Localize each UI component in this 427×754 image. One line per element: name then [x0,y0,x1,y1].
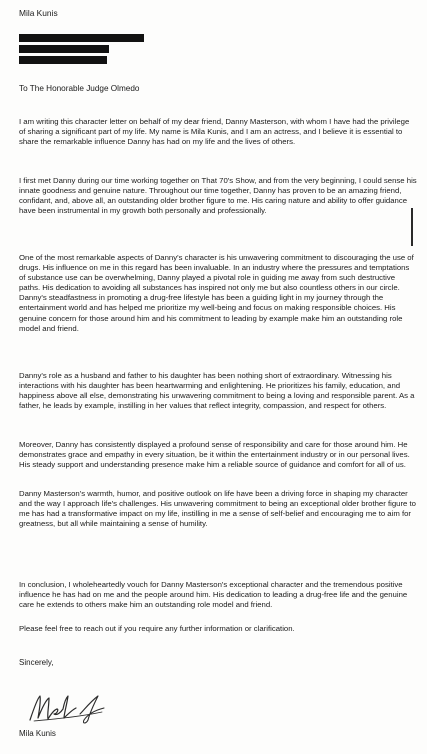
salutation: To The Honorable Judge Olmedo [19,84,140,93]
vertical-margin-mark [411,208,413,246]
paragraph-7: In conclusion, I wholeheartedly vouch for Danny Masterson's exceptional character and the tremendous positive influence he has had on me and the people around him. His dedication to leading a drug-free life and the genuine care he extends to others make him an outstanding role model and friend. [19,580,408,610]
paragraph-2: I first met Danny during our time working together on That 70's Show, and from the very beginning, I could sense his innate goodness and genuine nature. Throughout our time together, Danny has proven to be an amazing friend, confidant, and, above all, an outstanding older brother figure to me. His caring nature and ability to offer guidance have been instrumental in my growth both personally and professionally. [19,176,417,216]
paragraph-5: Moreover, Danny has consistently displayed a profound sense of responsibility and care for those around him. He demonstrates grace and empathy in every situation, be it within the entertainment industry or in our personal lives. His steady support and understanding presence make him a reliable source of guidance and comfort for all of us. [19,440,410,470]
paragraph-3: One of the most remarkable aspects of Danny's character is his unwavering commitment to discouraging the use of drugs. His influence on me in this regard has been invaluable. In an industry where the pressures and temptations of substance use can be overwhelming, Danny played a pivotal role in guiding me away from such destructive paths. His dedication to avoiding all substances has inspired not only me but also countless others in our circle. Danny's steadfastness in promoting a drug-free lifestyle has been a guiding light in my journey through the entertainment world and has helped me prioritize my well-being and focus on making responsible choices. His genuine concern for those around him and his commitment to leading by example make him an outstanding role model and friend. [19,253,414,333]
handwritten-signature [24,690,144,726]
paragraph-6: Danny Masterson's warmth, humor, and positive outlook on life have been a driving force in shaping my character and the way I approach life's challenges. His unwavering commitment to being an exceptional older brother figure to me has had a transformative impact on my life, instilling in me a sense of self-belief and encouraging me to aim for greatness, but all while maintaining a sense of humility. [19,489,416,529]
paragraph-8: Please feel free to reach out if you require any further information or clarification. [19,624,295,633]
paragraph-4: Danny's role as a husband and father to his daughter has been nothing short of extraordinary. Witnessing his interactions with his daughter has been heartwarming and enlightening. He prioritizes his family, education, and happiness above all else, demonstrating his unwavering commitment to being a loving and responsible parent. As a father, he leads by example, instilling in her values that reflect integrity, compassion, and respect for others. [19,371,415,411]
sender-name: Mila Kunis [19,8,58,18]
redacted-address-line-1 [19,34,144,42]
redacted-address-line-3 [19,56,107,64]
redacted-address-line-2 [19,45,109,53]
paragraph-1: I am writing this character letter on behalf of my dear friend, Danny Masterson, with whom I have had the privilege of sharing a significant part of my life. My name is Mila Kunis, and I am an actress, and I believe it is essential to share the remarkable influence Danny has had on my life and the lives of others. [19,117,410,147]
closing: Sincerely, [19,658,54,667]
signature-name: Mila Kunis [19,729,56,738]
